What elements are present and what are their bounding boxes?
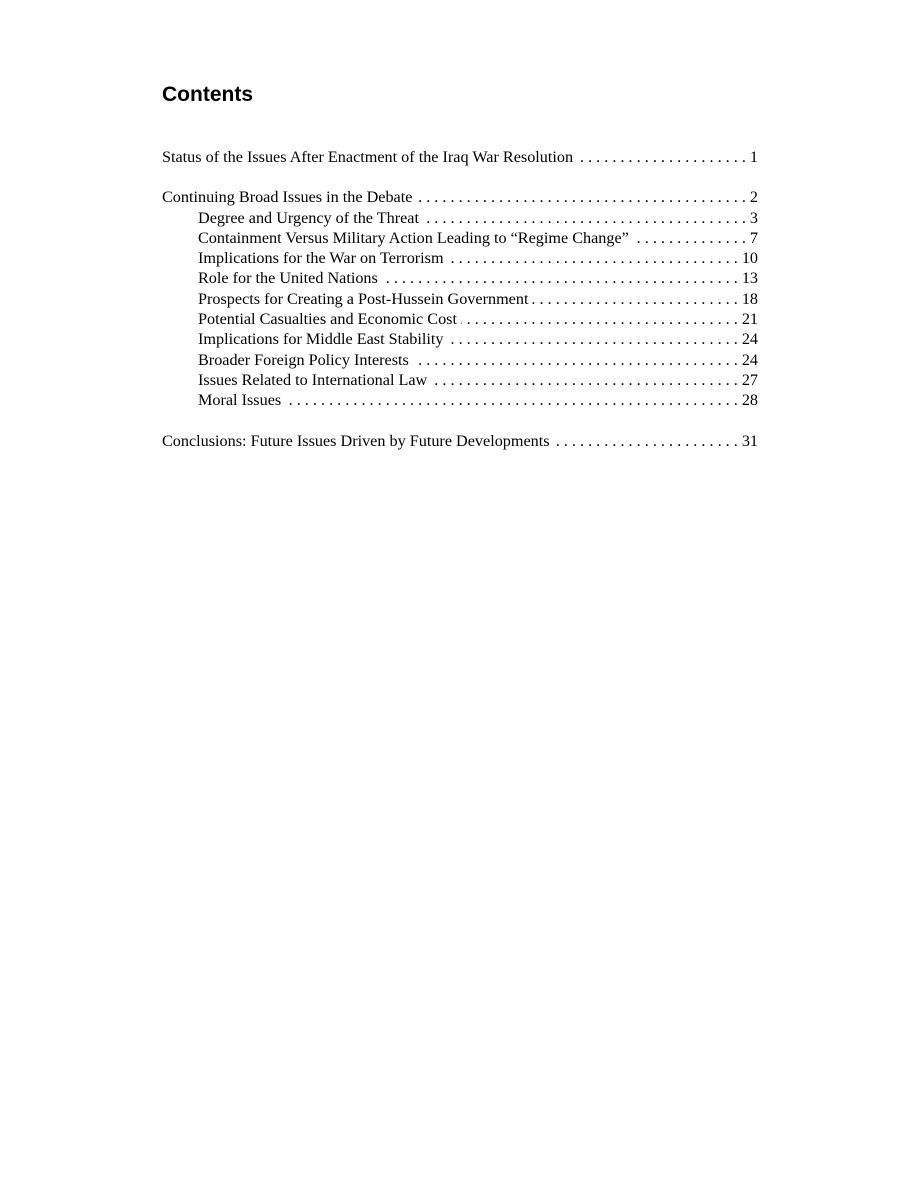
toc-entry[interactable] [162,431,758,451]
toc-subentry[interactable] [162,390,758,410]
dot-leader [554,431,738,451]
dot-leader [413,350,738,370]
toc-entry-title: Issues Related to International Law [198,370,428,389]
toc-subentry[interactable] [162,329,758,349]
toc-entry-page: 24 [741,350,758,369]
toc-entry-title: Potential Casualties and Economic Cost [198,310,457,329]
toc-entry-title: Status of the Issues After Enactment of the Iraq War Resolution [162,148,574,166]
toc-entry-title: Broader Foreign Policy Interests [198,350,409,369]
dot-leader [382,268,738,288]
toc-entry-page: 28 [741,391,758,410]
toc-entry-page: 18 [741,289,758,308]
toc-entry-page: 2 [749,188,758,207]
toc-entry-page: 27 [741,370,758,389]
dot-leader [461,309,738,329]
toc-entry-page: 31 [741,431,758,450]
toc-subentry[interactable] [162,370,758,390]
toc-subentry[interactable] [162,248,758,268]
table-of-contents [162,147,758,451]
toc-entry-title: Prospects for Creating a Post-Hussein Government [198,289,529,308]
dot-leader [423,208,746,228]
toc-entry[interactable] [162,187,758,207]
toc-entry-page: 1 [749,148,758,166]
toc-entry-title: Role for the United Nations [198,269,378,288]
toc-entry-title: Moral Issues [198,391,282,410]
toc-entry-title: Containment Versus Military Action Leading to “Regime Change” [198,228,629,247]
toc-entry-page: 24 [741,330,758,349]
toc-entry-page: 21 [741,310,758,329]
dot-leader [532,289,737,309]
toc-entry-title: Degree and Urgency of the Threat [198,208,419,227]
toc-subentry[interactable] [162,228,758,248]
toc-entry[interactable] [162,147,758,167]
dot-leader [447,329,737,349]
dot-leader [431,370,738,390]
toc-subentry[interactable] [162,309,758,329]
dot-leader [577,147,746,167]
toc-subentry[interactable] [162,208,758,228]
toc-subentry[interactable] [162,268,758,288]
toc-subentry[interactable] [162,350,758,370]
toc-entry-title: Continuing Broad Issues in the Debate [162,188,413,207]
dot-leader [416,187,745,207]
toc-subentry[interactable] [162,289,758,309]
toc-entry-title: Implications for Middle East Stability [198,330,444,349]
dot-leader [633,228,746,248]
toc-entry-title: Conclusions: Future Issues Driven by Future Developments [162,431,550,450]
dot-leader [448,248,738,268]
toc-entry-page: 10 [741,249,758,268]
toc-entry-title: Implications for the War on Terrorism [198,249,444,268]
toc-entry-page: 3 [749,208,758,227]
dot-leader [285,390,738,410]
toc-entry-page: 7 [749,228,758,247]
toc-entry-page: 13 [741,269,758,288]
contents-heading: Contents [162,83,253,106]
